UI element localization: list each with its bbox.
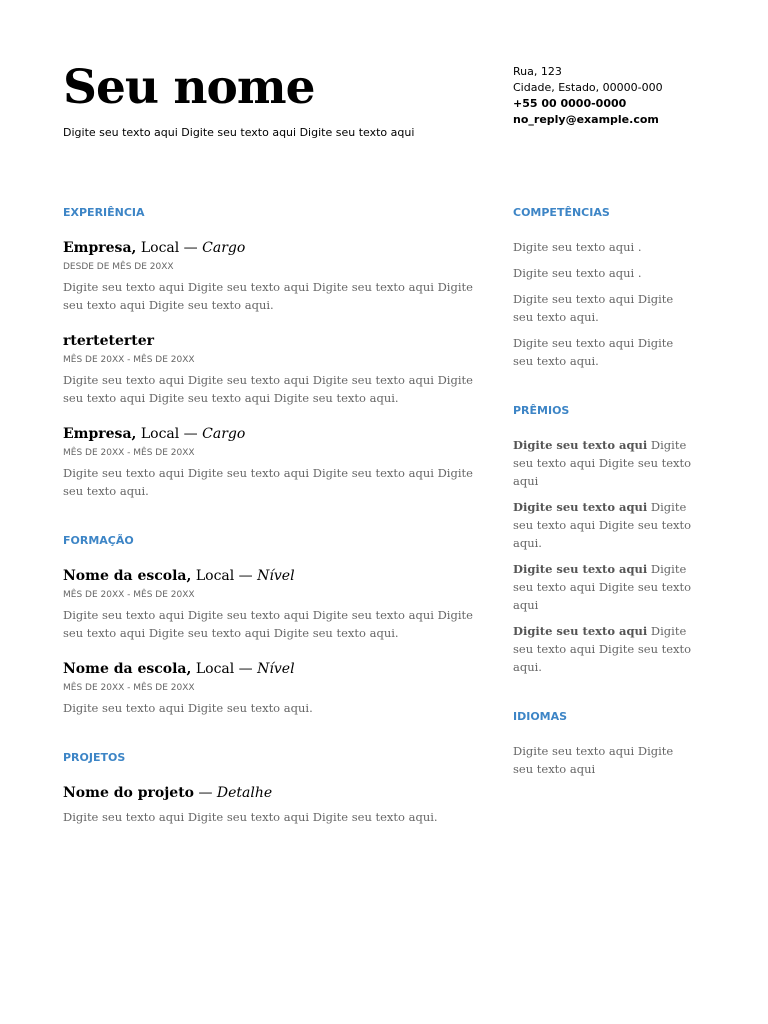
award-text: Digite seu texto aqui Digite seu texto aqui. xyxy=(513,624,692,674)
entry-title xyxy=(63,783,475,803)
entry-location: Local — xyxy=(136,426,203,442)
project-entry xyxy=(63,783,475,826)
skill-item: Digite seu texto aqui . xyxy=(513,240,642,254)
entry-role: Cargo xyxy=(202,240,246,256)
address-line-1: Rua, 123 xyxy=(513,65,562,78)
entry-level: Nível xyxy=(257,661,295,677)
section-title-education: FORMAÇÃO xyxy=(63,534,134,547)
contact-block xyxy=(513,64,663,128)
experience-entry xyxy=(63,331,475,407)
award-title: Digite seu texto aqui xyxy=(513,500,648,514)
award-item xyxy=(513,560,693,614)
entry-location: Local — xyxy=(191,568,258,584)
skill-item: Digite seu texto aqui . xyxy=(513,266,642,280)
award-text: Digite seu texto aqui Digite seu texto aqui xyxy=(513,438,692,488)
section-title-languages: IDIOMAS xyxy=(513,710,568,723)
skill-item: Digite seu texto aqui Digite seu texto aqui. xyxy=(513,292,674,324)
address-line-2: Cidade, Estado, 00000-000 xyxy=(513,81,663,94)
entry-date: DESDE DE MÊS DE 20XX xyxy=(63,262,174,272)
phone-number: +55 00 0000-0000 xyxy=(513,97,627,110)
entry-title xyxy=(63,566,475,586)
main-column xyxy=(63,205,475,826)
project-detail: Detalhe xyxy=(216,785,273,801)
entry-level: Nível xyxy=(257,568,295,584)
entry-location: Local — xyxy=(191,661,258,677)
entry-date: MÊS DE 20XX - MÊS DE 20XX xyxy=(63,590,195,600)
resume-tagline: Digite seu texto aqui Digite seu texto aqui Digite seu texto aqui xyxy=(63,126,415,139)
entry-description: Digite seu texto aqui Digite seu texto aqui Digite seu texto aqui. xyxy=(63,810,438,824)
education-entry xyxy=(63,659,475,717)
award-text: Digite seu texto aqui Digite seu texto aqui xyxy=(513,562,692,612)
award-text: Digite seu texto aqui Digite seu texto aqui. xyxy=(513,500,692,550)
section-title-awards: PRÊMIOS xyxy=(513,404,570,417)
entry-description: Digite seu texto aqui Digite seu texto aqui Digite seu texto aqui Digite seu texto aqui. xyxy=(63,466,473,498)
section-title-experience: EXPERIÊNCIA xyxy=(63,206,145,219)
award-title: Digite seu texto aqui xyxy=(513,438,648,452)
entry-location: Local — xyxy=(136,240,203,256)
entry-date: MÊS DE 20XX - MÊS DE 20XX xyxy=(63,448,195,458)
entry-description: Digite seu texto aqui Digite seu texto aqui Digite seu texto aqui Digite seu texto aqui Digite seu texto aqui. xyxy=(63,280,473,312)
project-separator: — xyxy=(194,785,217,801)
award-item xyxy=(513,498,693,552)
entry-title xyxy=(63,424,475,444)
skill-item: Digite seu texto aqui Digite seu texto aqui. xyxy=(513,336,674,368)
award-title: Digite seu texto aqui xyxy=(513,562,648,576)
email-address: no_reply@example.com xyxy=(513,113,659,126)
entry-date: MÊS DE 20XX - MÊS DE 20XX xyxy=(63,355,195,365)
languages-list xyxy=(513,742,693,778)
entry-title xyxy=(63,331,475,351)
awards-list xyxy=(513,436,693,676)
entry-company: rterteterter xyxy=(63,333,154,349)
skills-list xyxy=(513,238,693,370)
entry-description: Digite seu texto aqui Digite seu texto aqui. xyxy=(63,701,313,715)
language-item: Digite seu texto aqui Digite seu texto aqui xyxy=(513,744,674,776)
award-item xyxy=(513,436,693,490)
project-name: Nome do projeto xyxy=(63,785,195,801)
section-title-skills: COMPETÊNCIAS xyxy=(513,206,610,219)
experience-entry xyxy=(63,238,475,314)
award-item xyxy=(513,622,693,676)
entry-company: Empresa, xyxy=(63,240,137,256)
entry-school: Nome da escola, xyxy=(63,661,192,677)
entry-description: Digite seu texto aqui Digite seu texto aqui Digite seu texto aqui Digite seu texto aqui Digite seu texto aqui Digite seu texto aqui. xyxy=(63,373,473,405)
entry-description: Digite seu texto aqui Digite seu texto aqui Digite seu texto aqui Digite seu texto aqui Digite seu texto aqui Digite seu texto aqui. xyxy=(63,608,473,640)
entry-company: Empresa, xyxy=(63,426,137,442)
education-entry xyxy=(63,566,475,642)
entry-title xyxy=(63,659,475,679)
entry-role: Cargo xyxy=(202,426,246,442)
award-title: Digite seu texto aqui xyxy=(513,624,648,638)
side-column xyxy=(513,205,693,778)
entry-title xyxy=(63,238,475,258)
resume-name: Seu nome xyxy=(63,60,315,115)
entry-school: Nome da escola, xyxy=(63,568,192,584)
section-title-projects: PROJETOS xyxy=(63,751,126,764)
entry-date: MÊS DE 20XX - MÊS DE 20XX xyxy=(63,683,195,693)
experience-entry xyxy=(63,424,475,500)
